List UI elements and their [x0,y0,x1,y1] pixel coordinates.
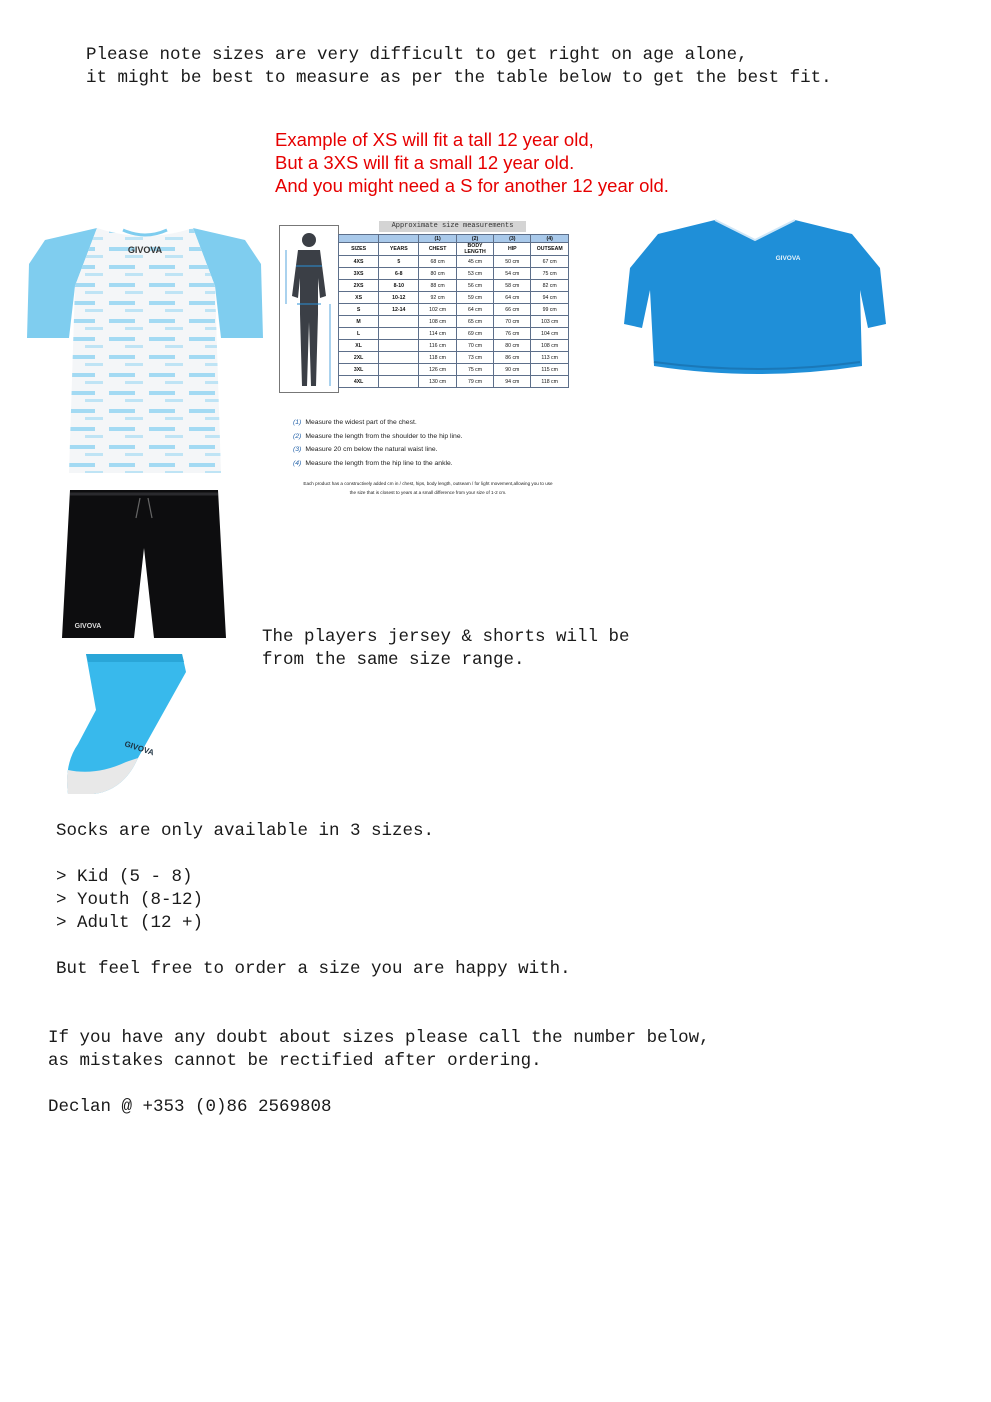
shorts-icon [62,488,226,640]
table-cell: 116 cm [419,340,456,352]
example-line-1: Example of XS will fit a tall 12 year old, [275,129,594,150]
measurement-notes [293,416,463,470]
table-cell [379,328,419,340]
sock-size-youth: > Youth (8-12) [56,890,204,910]
col-header: HIP [494,243,531,256]
note-item: (2) Measure the length from the shoulder to the hip line. [293,432,463,440]
table-cell [379,364,419,376]
contact-phone: Declan @ +353 (0)86 2569808 [48,1097,332,1117]
size-table [338,234,569,388]
table-cell: 56 cm [456,280,493,292]
table-row [339,304,569,316]
table-cell: 64 cm [456,304,493,316]
table-cell: 69 cm [456,328,493,340]
table-cell: 54 cm [494,268,531,280]
table-cell: 45 cm [456,256,493,268]
table-cell: 3XS [339,268,379,280]
table-cell: 70 cm [456,340,493,352]
table-cell: 108 cm [531,340,569,352]
table-cell: 94 cm [494,376,531,388]
table-cell: 92 cm [419,292,456,304]
table-cell [379,316,419,328]
table-cell: 113 cm [531,352,569,364]
sock-size-adult: > Adult (12 +) [56,913,204,933]
table-cell: 70 cm [494,316,531,328]
table-cell: 64 cm [494,292,531,304]
table-row [339,328,569,340]
table-cell: L [339,328,379,340]
table-cell: 80 cm [494,340,531,352]
table-cell: 73 cm [456,352,493,364]
table-cell: 12-14 [379,304,419,316]
note-item: (3) Measure 20 cm below the natural waist line. [293,446,438,453]
table-row [339,268,569,280]
players-note-line-2: from the same size range. [262,650,525,670]
table-row [339,316,569,328]
table-cell: 86 cm [494,352,531,364]
table-cell: 76 cm [494,328,531,340]
table-cell: 66 cm [494,304,531,316]
col-header: OUTSEAM [531,243,569,256]
col-header: SIZES [339,243,379,256]
contact-line-2: as mistakes cannot be rectified after ordering. [48,1051,542,1071]
sweater-icon [620,216,890,384]
table-cell: XS [339,292,379,304]
table-cell: 50 cm [494,256,531,268]
table-cell: 4XS [339,256,379,268]
example-line-3: And you might need a S for another 12 year old. [275,175,669,196]
table-row [339,280,569,292]
marker-4: (4) [531,235,569,243]
table-cell: 94 cm [531,292,569,304]
body-measure-figure [279,225,339,393]
table-cell: 82 cm [531,280,569,292]
table-cell: 99 cm [531,304,569,316]
body-figure-icon [280,226,338,392]
table-row [339,292,569,304]
jersey-brand-label: GIVOVA [127,245,163,255]
table-cell: 114 cm [419,328,456,340]
marker-2: (2) [456,235,493,243]
table-cell: 4XL [339,376,379,388]
table-cell [379,352,419,364]
table-row [339,352,569,364]
note-item: (4) Measure the length from the hip line to the ankle. [293,459,453,467]
tshirt-icon [27,226,263,473]
col-header: YEARS [379,243,419,256]
table-cell: 3XL [339,364,379,376]
sock-brand-label: GIVOVA [123,739,156,758]
table-cell [379,376,419,388]
players-note-line-1: The players jersey & shorts will be [262,627,630,647]
table-cell: 108 cm [419,316,456,328]
table-cell: 68 cm [419,256,456,268]
socks-note: But feel free to order a size you are happy with. [56,959,571,979]
table-cell: 118 cm [419,352,456,364]
table-cell: 104 cm [531,328,569,340]
table-cell: 5 [379,256,419,268]
table-cell: 67 cm [531,256,569,268]
table-cell: 58 cm [494,280,531,292]
sock-size-kid: > Kid (5 - 8) [56,867,193,887]
col-header: CHEST [419,243,456,256]
table-cell: 130 cm [419,376,456,388]
table-cell: 80 cm [419,268,456,280]
table-cell: 118 cm [531,376,569,388]
socks-heading: Socks are only available in 3 sizes. [56,821,435,841]
table-cell: 79 cm [456,376,493,388]
table-cell: 115 cm [531,364,569,376]
size-chart [279,221,569,393]
table-cell [379,340,419,352]
table-cell: 2XS [339,280,379,292]
table-row [339,364,569,376]
table-cell: 53 cm [456,268,493,280]
col-header: BODY LENGTH [456,243,493,256]
table-cell: 103 cm [531,316,569,328]
table-row [339,340,569,352]
sock-icon [66,652,196,802]
size-example-note [275,128,669,197]
note-item: (1) Measure the widest part of the chest. [293,419,417,426]
example-line-2: But a 3XS will fit a small 12 year old. [275,152,575,173]
table-cell: XL [339,340,379,352]
table-cell: 126 cm [419,364,456,376]
contact-line-1: If you have any doubt about sizes please call the number below, [48,1028,710,1048]
marker-3: (3) [494,235,531,243]
table-cell: 65 cm [456,316,493,328]
table-row [339,256,569,268]
table-cell: 88 cm [419,280,456,292]
sweater-brand-label: GIVOVA [775,255,801,262]
table-cell: 102 cm [419,304,456,316]
table-cell: 90 cm [494,364,531,376]
table-cell: 75 cm [531,268,569,280]
table-cell: 2XL [339,352,379,364]
intro-line-2: it might be best to measure as per the table below to get the best fit. [86,68,832,88]
table-cell: 75 cm [456,364,493,376]
table-cell: 6-8 [379,268,419,280]
table-cell: M [339,316,379,328]
marker-1: (1) [419,235,456,243]
size-chart-footnote: Each product has a constructively added cm in / chest, hips, body length, outseam / for light movement,allowing you to use the size that is closest to years at a small difference from your size of 1-2 cm. [303,481,553,495]
table-cell: S [339,304,379,316]
table-row [339,376,569,388]
shorts-brand-label: GIVOVA [74,623,102,630]
size-chart-title: Approximate size measurements [379,221,526,232]
table-cell: 10-12 [379,292,419,304]
table-cell: 59 cm [456,292,493,304]
table-cell: 8-10 [379,280,419,292]
intro-line-1: Please note sizes are very difficult to get right on age alone, [86,45,748,65]
